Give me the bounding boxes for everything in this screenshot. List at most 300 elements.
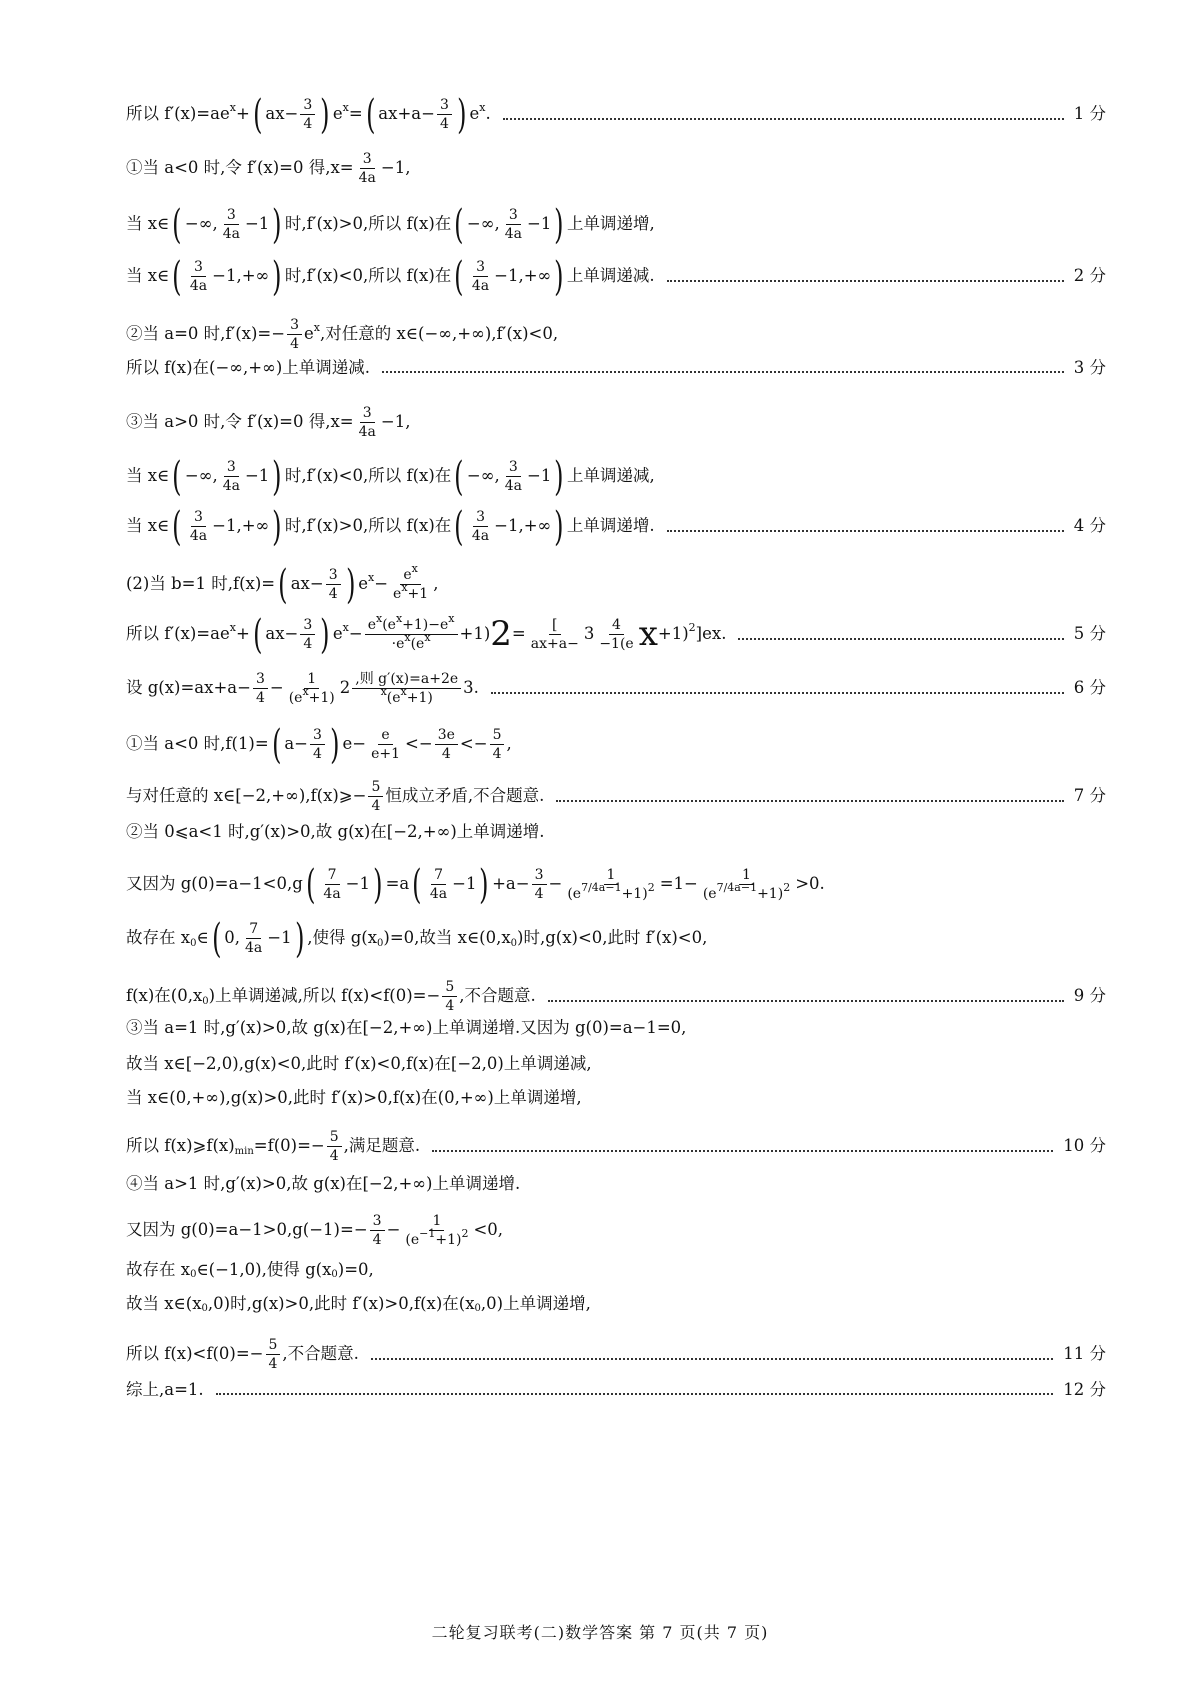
- math-text: +1): [621, 886, 648, 902]
- solution-line: [126, 780, 1106, 813]
- math-text: ,0)上单调递增,: [480, 1294, 591, 1313]
- math-text: 当 x∈: [126, 516, 170, 536]
- math-text: ·e: [391, 636, 405, 652]
- score-mark: 11 分: [1063, 1344, 1106, 1364]
- fraction: [220, 208, 243, 241]
- fraction-denominator: 4: [328, 586, 338, 602]
- fraction: [564, 868, 657, 901]
- fraction: [266, 1338, 281, 1371]
- math-text: 所以 f′(x)=ae: [126, 104, 230, 124]
- math-text: 又因为 g(0)=a−1<0,g: [126, 874, 303, 894]
- fraction-numerator: 3: [253, 672, 268, 689]
- superscript: 2: [647, 881, 655, 894]
- fraction-numerator: 3: [326, 568, 341, 585]
- math-text: −: [348, 624, 363, 644]
- math-text: −∞,: [184, 214, 218, 234]
- math-text: ②当 a=0 时,f′(x)=−: [126, 324, 286, 344]
- math-text: 所以 f(x)在(−∞,+∞)上单调递减.: [126, 358, 371, 377]
- fraction-numerator: [: [549, 618, 560, 635]
- fraction: [320, 868, 343, 901]
- solution-line: [126, 201, 1106, 248]
- math-text: +1): [757, 886, 784, 902]
- fraction-numerator: 3: [224, 208, 239, 225]
- fraction-denominator: ax+a−: [530, 636, 579, 652]
- superscript: −1: [419, 1227, 436, 1240]
- fraction: [242, 922, 265, 955]
- fraction-denominator: 4: [534, 886, 544, 902]
- line-content: [126, 1262, 374, 1279]
- line-content: [126, 611, 727, 658]
- math-text: <−: [405, 734, 433, 754]
- math-text: −1,+∞: [212, 516, 270, 536]
- math-text: +1)−e: [402, 617, 449, 633]
- fraction-numerator: 3: [360, 406, 375, 423]
- superscript: x: [395, 612, 403, 625]
- line-content: [126, 503, 655, 550]
- math-text: −1,: [380, 412, 411, 432]
- math-text: ax−: [265, 624, 299, 644]
- left-paren: (: [454, 453, 464, 500]
- superscript: 7/4a−1: [581, 881, 622, 894]
- dot-leader: [738, 638, 1063, 640]
- solution-line: [126, 1130, 1106, 1163]
- subscript: 0: [331, 1269, 338, 1281]
- solution-line: [126, 824, 1106, 841]
- fraction-numerator: 5: [442, 980, 457, 997]
- right-paren: ): [294, 915, 305, 962]
- fraction-denominator: 4: [303, 636, 313, 652]
- math-text: <0,: [473, 1220, 504, 1240]
- superscript: x: [424, 631, 431, 644]
- fraction: [596, 618, 636, 651]
- right-paren: ): [320, 91, 330, 138]
- fraction-denominator: [378, 685, 436, 706]
- right-paren: ): [554, 201, 564, 248]
- superscript: x: [411, 562, 418, 575]
- left-paren: (: [252, 91, 263, 138]
- math-text: 上单调递增.: [566, 516, 655, 536]
- math-text: 上单调递减.: [566, 266, 655, 286]
- math-text: +1): [657, 624, 689, 644]
- math-text: +1): [406, 690, 433, 706]
- fraction-numerator: 3: [224, 460, 239, 477]
- line-content: [126, 915, 708, 962]
- left-paren: (: [172, 253, 182, 300]
- fraction: [435, 728, 458, 761]
- left-paren: (: [252, 611, 263, 658]
- math-text: x: [711, 624, 722, 644]
- math-text: (e: [567, 886, 582, 902]
- fraction-denominator: 4a: [358, 424, 376, 440]
- fraction-denominator: 4: [303, 116, 313, 132]
- fraction: [253, 672, 268, 705]
- solution-line: [126, 453, 1106, 500]
- score-mark: 3 分: [1073, 358, 1106, 377]
- line-content: [126, 1382, 204, 1399]
- fraction-denominator: 4a: [189, 278, 208, 294]
- fraction-numerator: 5: [368, 780, 383, 797]
- line-content: [126, 453, 655, 500]
- math-text: (e: [702, 886, 717, 902]
- left-paren: (: [211, 915, 222, 962]
- solution-line: [126, 561, 1106, 608]
- math-text: −: [269, 678, 284, 698]
- right-paren: ): [554, 503, 564, 550]
- math-text: e: [469, 104, 480, 124]
- fraction-numerator: 3: [191, 510, 206, 527]
- fraction-numerator: [609, 618, 624, 635]
- math-text: 2e: [440, 671, 459, 687]
- fraction-numerator: 5: [266, 1338, 281, 1355]
- left-paren: (: [454, 503, 464, 550]
- math-text: −1: [244, 466, 270, 486]
- right-paren: ): [330, 721, 340, 768]
- math-text: e: [332, 624, 343, 644]
- fraction-numerator: 3: [532, 868, 547, 885]
- math-text: ∈(−1,0),使得 g(x: [196, 1260, 332, 1279]
- math-text: −1,+∞: [494, 266, 552, 286]
- superscript: 7/4a−1: [716, 881, 758, 894]
- line-content: [126, 1090, 582, 1107]
- line-content: [126, 824, 545, 841]
- fraction: [300, 618, 315, 651]
- fraction: [469, 260, 492, 293]
- math-text: 4: [612, 617, 621, 633]
- left-paren: (: [365, 91, 376, 138]
- math-text: (e: [382, 617, 396, 633]
- subscript: 0: [190, 937, 197, 949]
- page-footer: 二轮复习联考(二)数学答案 第 7 页(共 7 页): [431, 1623, 769, 1642]
- fraction-denominator: 4: [445, 998, 455, 1014]
- left-bracket: 2: [490, 613, 512, 654]
- math-text: −∞,: [184, 466, 218, 486]
- math-text: 所以 f(x)<f(0)=−: [126, 1344, 264, 1364]
- math-text: −1: [345, 874, 370, 894]
- left-paren: (: [172, 503, 182, 550]
- math-text: ∈: [196, 928, 209, 948]
- math-text: .: [721, 624, 727, 644]
- math-text: +1: [407, 586, 429, 602]
- math-text: 所以 f(x)⩾f(x): [126, 1136, 235, 1156]
- fraction-denominator: 4a: [189, 528, 208, 544]
- math-text: +1): [308, 690, 335, 706]
- fraction: [700, 868, 793, 901]
- left-paren: (: [454, 201, 464, 248]
- fraction: [287, 318, 302, 351]
- math-text: =1−: [659, 874, 698, 894]
- line-content: [126, 861, 825, 908]
- line-content: [126, 318, 558, 351]
- fraction: [502, 460, 525, 493]
- solution-line: [126, 1382, 1106, 1399]
- math-text: −1,+∞: [494, 516, 552, 536]
- math-text: 又因为 g(0)=a−1>0,g(−1)=−: [126, 1220, 368, 1240]
- math-text: −: [548, 874, 563, 894]
- line-content: [126, 1056, 592, 1073]
- superscript: 2: [783, 881, 791, 894]
- right-paren: ): [479, 861, 489, 908]
- line-content: [126, 201, 655, 248]
- math-text: 当 x∈(0,+∞),g(x)>0,此时 f′(x)>0,f(x)在(0,+∞)上单调递增,: [126, 1088, 582, 1107]
- math-text: e: [367, 617, 376, 633]
- fraction-numerator: [365, 612, 458, 635]
- fraction-numerator: 3: [191, 260, 206, 277]
- right-paren: ): [373, 861, 383, 908]
- subscript: 0: [510, 937, 518, 949]
- fraction-denominator: [596, 635, 636, 651]
- math-text: −1: [267, 928, 292, 948]
- math-text: ,对任意的 x∈(−∞,+∞),f′(x)<0,: [320, 324, 559, 344]
- math-text: 时,f′(x)<0,所以 f(x)在: [284, 466, 452, 486]
- math-text: (e: [405, 1232, 420, 1248]
- fraction-denominator: [390, 581, 431, 602]
- math-text: ②当 0⩽a<1 时,g′(x)>0,故 g(x)在[−2,+∞)上单调递增.: [126, 822, 545, 841]
- fraction: [187, 510, 210, 543]
- math-text: −1: [452, 874, 477, 894]
- line-content: [126, 253, 655, 300]
- fraction-numerator: 3: [437, 98, 452, 115]
- math-text: ,使得 g(x: [307, 928, 378, 948]
- solution-line: [126, 980, 1106, 1013]
- fraction-denominator: 4a: [471, 278, 490, 294]
- math-text: e: [332, 104, 343, 124]
- fraction-denominator: 4a: [323, 886, 341, 902]
- right-paren: ): [320, 611, 330, 658]
- math-text: 时,f′(x)>0,所以 f(x)在: [284, 516, 452, 536]
- fraction-denominator: [402, 1227, 471, 1248]
- math-text: +: [235, 104, 250, 124]
- math-text: ①当 a<0 时,令 f′(x)=0 得,x=: [126, 158, 354, 178]
- fraction-denominator: 4a: [471, 528, 490, 544]
- fraction-denominator: 4: [372, 1232, 382, 1248]
- left-paren: (: [412, 861, 422, 908]
- superscript: x: [380, 685, 387, 698]
- fraction-numerator: 3: [506, 208, 521, 225]
- superscript: x: [342, 621, 349, 634]
- math-text: )=0,故当 x∈(0,x: [383, 928, 511, 948]
- math-text: (e: [410, 636, 425, 652]
- math-text: −1: [244, 214, 270, 234]
- fraction: [469, 510, 492, 543]
- math-text: ax+a−: [378, 104, 435, 124]
- math-text: 1: [606, 867, 616, 883]
- subscript: 0: [190, 1269, 197, 1281]
- line-content: [126, 672, 479, 705]
- fraction-denominator: 4a: [504, 226, 522, 242]
- math-text: −1,: [380, 158, 411, 178]
- left-paren: (: [454, 253, 464, 300]
- subscript: min: [234, 1145, 254, 1157]
- fraction-numerator: 7: [431, 868, 446, 885]
- math-text: 3: [463, 678, 474, 698]
- fraction-denominator: [564, 881, 657, 902]
- subscript: 0: [377, 937, 384, 949]
- solution-line: [126, 360, 1106, 377]
- fraction-denominator: 4a: [245, 940, 263, 956]
- fraction: [327, 1130, 342, 1163]
- line-content: [126, 91, 491, 138]
- fraction-denominator: 4a: [504, 478, 522, 494]
- fraction-numerator: 3: [506, 460, 521, 477]
- superscript: x: [448, 612, 455, 625]
- math-text: 故当 x∈[−2,0),g(x)<0,此时 f′(x)<0,f(x)在[−2,0)上单调递减,: [126, 1054, 592, 1073]
- solution-line: [126, 318, 1106, 351]
- superscript: x: [400, 685, 407, 698]
- solution-line: [126, 406, 1106, 439]
- math-text: −1,+∞: [212, 266, 270, 286]
- math-text: 上单调递减,: [566, 466, 655, 486]
- math-text: 恒成立矛盾,不合题意.: [385, 786, 545, 806]
- math-text: 2: [339, 678, 351, 698]
- fraction-denominator: [389, 631, 434, 652]
- solution-line: [126, 253, 1106, 300]
- math-text: 所以 f′(x)=ae: [126, 624, 230, 644]
- line-content: [126, 561, 439, 608]
- fraction: [390, 562, 431, 602]
- math-text: (e: [619, 636, 634, 652]
- superscript: x: [342, 101, 349, 114]
- right-paren: ): [272, 503, 282, 550]
- math-text: 时,f′(x)<0,所以 f(x)在: [284, 266, 452, 286]
- solution-line: [126, 91, 1106, 138]
- left-paren: (: [305, 861, 316, 908]
- math-text: e−: [342, 734, 367, 754]
- left-paren: (: [172, 453, 182, 500]
- math-text: 3: [583, 624, 595, 644]
- fraction: [352, 672, 461, 705]
- right-paren: ): [456, 91, 467, 138]
- math-text: ③当 a=1 时,g′(x)>0,故 g(x)在[−2,+∞)上单调递增.又因为 g(0)=a−1=0,: [126, 1018, 687, 1037]
- line-content: [126, 980, 536, 1013]
- solution-line: [126, 1176, 1106, 1193]
- dot-leader: [556, 800, 1063, 802]
- math-text: −: [599, 636, 612, 652]
- fraction: [528, 618, 582, 651]
- fraction: [326, 568, 341, 601]
- line-content: [126, 721, 512, 768]
- solution-line: [126, 152, 1106, 185]
- line-content: [126, 1176, 520, 1193]
- math-text: −: [386, 1220, 401, 1240]
- solution-line: [126, 1020, 1106, 1037]
- solution-line: [126, 503, 1106, 550]
- fraction-numerator: 3: [370, 1214, 385, 1231]
- right-paren: ): [272, 201, 282, 248]
- subscript: 0: [202, 995, 209, 1007]
- score-mark: 10 分: [1063, 1136, 1106, 1156]
- math-text: ,则 g′(x)=a+: [355, 671, 441, 687]
- fraction: [490, 728, 505, 761]
- math-text: e: [358, 574, 368, 594]
- solution-line: [126, 672, 1106, 705]
- fraction-numerator: 7: [246, 922, 261, 939]
- right-paren: ): [345, 561, 356, 608]
- math-text: 1: [742, 867, 751, 883]
- fraction-denominator: 4: [371, 798, 381, 814]
- fraction-numerator: 5: [490, 728, 505, 745]
- fraction: [300, 98, 315, 131]
- dot-leader: [216, 1393, 1054, 1395]
- math-text: ,0)时,g(x)>0,此时 f′(x)>0,f(x)在(x: [207, 1294, 475, 1313]
- math-text: ③当 a>0 时,令 f′(x)=0 得,x=: [126, 412, 354, 432]
- solution-line: [126, 611, 1106, 658]
- math-text: (e: [386, 690, 401, 706]
- fraction-numerator: 3: [310, 728, 325, 745]
- dot-leader: [371, 1358, 1053, 1360]
- math-text: )=0,: [337, 1260, 374, 1279]
- math-text: ,不合题意.: [282, 1344, 359, 1364]
- fraction: [187, 260, 210, 293]
- line-content: [126, 152, 410, 185]
- superscript: x: [302, 685, 309, 698]
- math-text: ,: [506, 734, 512, 754]
- math-text: e: [702, 624, 712, 644]
- superscript: 2: [688, 621, 696, 634]
- fraction-denominator: 4: [312, 746, 322, 762]
- fraction: [402, 1214, 471, 1247]
- fraction-denominator: 4a: [429, 886, 448, 902]
- fraction-numerator: 3: [287, 318, 302, 335]
- score-mark: 6 分: [1073, 678, 1106, 698]
- score-mark: 1 分: [1073, 104, 1106, 124]
- subscript: 0: [201, 1303, 208, 1315]
- dot-leader: [491, 692, 1064, 694]
- superscript: x: [367, 571, 375, 584]
- math-text: −: [374, 574, 389, 594]
- math-text: .: [485, 104, 491, 124]
- dot-leader: [667, 530, 1064, 532]
- subscript: 0: [474, 1303, 481, 1315]
- math-text: 故当 x∈(x: [126, 1294, 202, 1313]
- fraction-denominator: 4: [441, 746, 451, 762]
- math-text: −1: [527, 214, 552, 234]
- fraction-denominator: 4: [255, 690, 265, 706]
- fraction-denominator: 4a: [358, 170, 376, 186]
- fraction-denominator: 4: [329, 1148, 339, 1164]
- fraction: [532, 868, 547, 901]
- fraction-denominator: e+1: [371, 746, 401, 762]
- math-text: 故存在 x: [126, 928, 191, 948]
- math-text: ,不合题意.: [459, 986, 536, 1006]
- score-mark: 12 分: [1063, 1380, 1106, 1399]
- math-text: e: [393, 586, 402, 602]
- math-text: .: [473, 678, 479, 698]
- line-content: [126, 1296, 591, 1313]
- fraction-denominator: 4a: [222, 226, 240, 242]
- fraction: [286, 672, 338, 705]
- fraction-denominator: [700, 881, 793, 902]
- math-text: (2)当 b=1 时,f(x)=: [126, 574, 276, 594]
- dot-leader: [432, 1150, 1053, 1152]
- fraction: [437, 98, 452, 131]
- math-text: ]: [695, 624, 703, 644]
- right-paren: ): [554, 253, 564, 300]
- line-content: [126, 406, 410, 439]
- solution-line: [126, 861, 1106, 908]
- solution-line: [126, 721, 1106, 768]
- math-text: =: [348, 104, 363, 124]
- math-text: +1): [459, 624, 491, 644]
- fraction: [356, 406, 379, 439]
- math-text: )时,g(x)<0,此时 f′(x)<0,: [517, 928, 708, 948]
- superscript: x: [229, 621, 236, 634]
- math-text: )上单调递减,所以 f(x)<f(0)=−: [208, 986, 441, 1006]
- math-text: a−: [284, 734, 308, 754]
- superscript: x: [375, 612, 383, 625]
- fraction-denominator: [286, 685, 338, 706]
- fraction-denominator: 4: [439, 116, 449, 132]
- math-text: e: [304, 324, 314, 344]
